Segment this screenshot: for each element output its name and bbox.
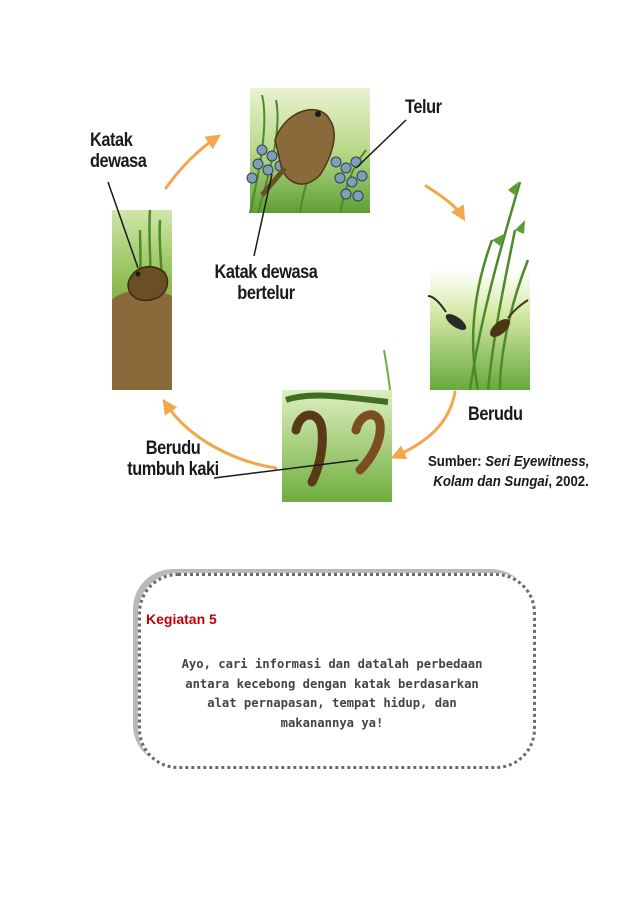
label-tadpole-with-legs: Berudu tumbuh kaki (127, 438, 219, 480)
panel-tadpoles (428, 182, 530, 390)
source-year: , 2002. (548, 473, 589, 490)
source-prefix: Sumber: (428, 453, 482, 470)
label-egg: Telur (405, 97, 442, 118)
panel-tadpole-with-legs (282, 350, 392, 502)
activity-title: Kegiatan 5 (146, 611, 217, 627)
label-frog-laying-eggs: Katak dewasa bertelur (214, 262, 318, 304)
label-adult-frog: Katak dewasa (90, 130, 147, 172)
source-line-1 (428, 452, 589, 472)
label-tadpole: Berudu (468, 404, 523, 425)
source-title: Seri Eyewitness, (485, 453, 590, 470)
source-line-2 (428, 472, 589, 492)
source-line2-title: Kolam dan Sungai (433, 473, 549, 490)
activity-text: Ayo, cari informasi dan datalah perbedaan antara kecebong dengan katak berdasarkan alat pernapasan, tempat hidup, dan makanannya ya! (181, 657, 483, 730)
panel-frog-laying-eggs (247, 88, 370, 213)
figure-source (428, 452, 589, 492)
panel-adult-frog (112, 210, 172, 390)
